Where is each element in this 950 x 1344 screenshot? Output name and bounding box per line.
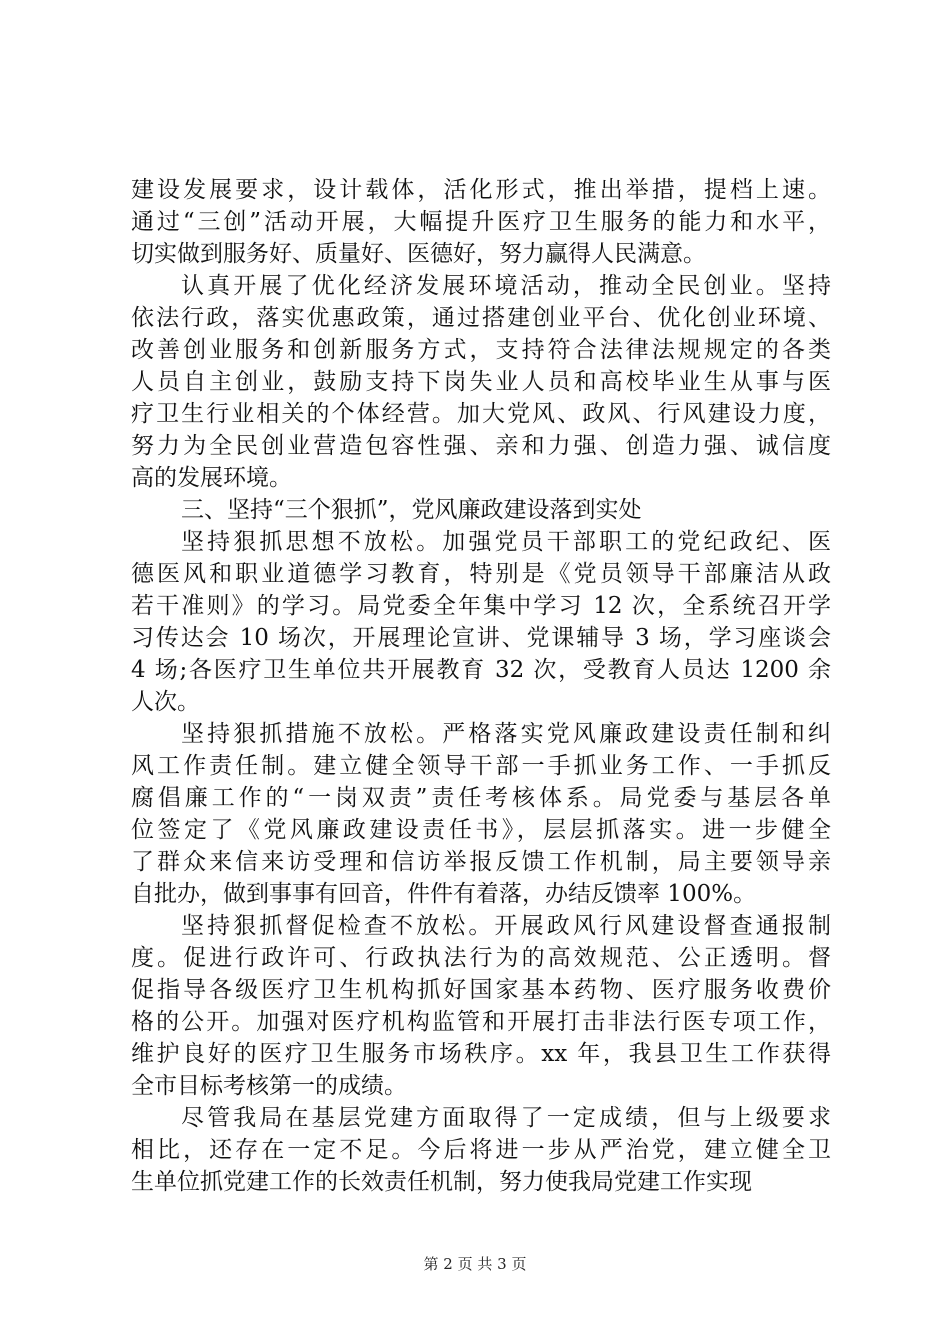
text-line: 维护良好的医疗卫生服务市场秩序。xx 年，我县卫生工作获得 bbox=[131, 1041, 831, 1067]
document-body bbox=[131, 174, 831, 1198]
text-line: 4 场;各医疗卫生单位共开展教育 32 次，受教育人员达 1200 余 bbox=[131, 657, 831, 683]
text-line: 风工作责任制。建立健全领导干部一手抓业务工作、一手抓反 bbox=[131, 753, 831, 779]
text-line: 坚持狠抓督促检查不放松。开展政风行风建设督查通报制 bbox=[181, 913, 831, 939]
text-line: 三、坚持“三个狠抓”，党风廉政建设落到实处 bbox=[181, 497, 642, 523]
text-line: 促指导各级医疗卫生机构抓好国家基本药物、医疗服务收费价 bbox=[131, 977, 831, 1003]
text-line: 了群众来信来访受理和信访举报反馈工作机制，局主要领导亲 bbox=[131, 849, 831, 875]
text-line: 位签定了《党风廉政建设责任书》，层层抓落实。进一步健全 bbox=[131, 817, 831, 843]
text-line: 人次。 bbox=[131, 689, 200, 715]
text-line: 习传达会 10 场次，开展理论宣讲、党课辅导 3 场，学习座谈会 bbox=[131, 625, 831, 651]
text-line: 若干准则》的学习。局党委全年集中学习 12 次，全系统召开学 bbox=[131, 593, 831, 619]
text-line: 坚持狠抓措施不放松。严格落实党风廉政建设责任制和纠 bbox=[181, 721, 831, 747]
text-line: 德医风和职业道德学习教育，特别是《党员领导干部廉洁从政 bbox=[131, 561, 831, 587]
text-line: 切实做到服务好、质量好、医德好，努力赢得人民满意。 bbox=[131, 241, 706, 267]
text-line: 全市目标考核第一的成绩。 bbox=[131, 1073, 407, 1099]
text-line: 相比，还存在一定不足。今后将进一步从严治党，建立健全卫 bbox=[131, 1137, 831, 1163]
text-line: 努力为全民创业营造包容性强、亲和力强、创造力强、诚信度 bbox=[131, 433, 831, 459]
text-line: 自批办，做到事事有回音，件件有着落，办结反馈率 100%。 bbox=[131, 881, 757, 907]
text-line: 建设发展要求，设计载体，活化形式，推出举措，提档上速。 bbox=[131, 177, 831, 203]
text-line: 度。促进行政许可、行政执法行为的高效规范、公正透明。督 bbox=[131, 945, 831, 971]
text-line: 尽管我局在基层党建方面取得了一定成绩，但与上级要求 bbox=[181, 1105, 831, 1131]
text-line: 生单位抓党建工作的长效责任机制，努力使我局党建工作实现 bbox=[131, 1169, 752, 1195]
text-line: 疗卫生行业相关的个体经营。加大党风、政风、行风建设力度， bbox=[131, 401, 831, 427]
text-line: 腐倡廉工作的“一岗双责”责任考核体系。局党委与基层各单 bbox=[131, 785, 831, 811]
text-line: 坚持狠抓思想不放松。加强党员干部职工的党纪政纪、医 bbox=[181, 529, 831, 555]
text-line: 依法行政，落实优惠政策，通过搭建创业平台、优化创业环境、 bbox=[131, 305, 831, 331]
text-line: 高的发展环境。 bbox=[131, 465, 292, 491]
text-line: 通过“三创”活动开展，大幅提升医疗卫生服务的能力和水平， bbox=[131, 209, 831, 235]
text-line: 格的公开。加强对医疗机构监管和开展打击非法行医专项工作， bbox=[131, 1009, 831, 1035]
page-footer: 第 2 页 共 3 页 bbox=[423, 1255, 527, 1273]
text-line: 认真开展了优化经济发展环境活动，推动全民创业。坚持 bbox=[181, 273, 831, 299]
text-line: 改善创业服务和创新服务方式，支持符合法律法规规定的各类 bbox=[131, 337, 831, 363]
text-line: 人员自主创业，鼓励支持下岗失业人员和高校毕业生从事与医 bbox=[131, 369, 831, 395]
